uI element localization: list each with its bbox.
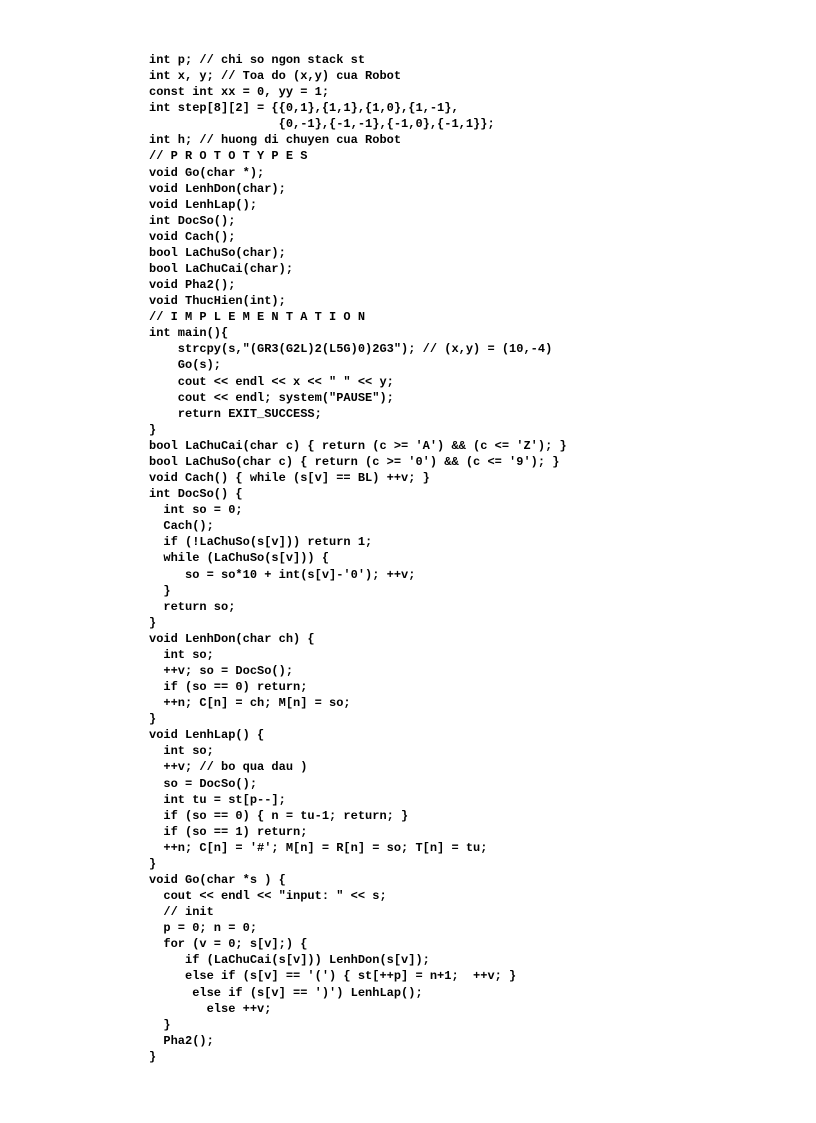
code-line: }	[149, 856, 157, 871]
code-line: cout << endl << x << " " << y;	[149, 374, 394, 389]
code-line: int DocSo() {	[149, 487, 243, 502]
code-line: {0,-1},{-1,-1},{-1,0},{-1,1}};	[149, 117, 495, 132]
code-line: ++v; so = DocSo();	[149, 663, 294, 678]
code-line: void Go(char *);	[149, 165, 265, 180]
code-line: else ++v;	[149, 1001, 272, 1016]
code-line: bool LaChuCai(char c) { return (c >= 'A') && (c <= 'Z'); }	[149, 438, 567, 453]
code-line: while (LaChuSo(s[v])) {	[149, 551, 330, 566]
code-line: bool LaChuCai(char);	[149, 262, 294, 277]
code-line: int DocSo();	[149, 213, 236, 228]
code-line: cout << endl; system("PAUSE");	[149, 390, 394, 405]
code-line: if (so == 0) { n = tu-1; return; }	[149, 808, 409, 823]
code-line: int p; // chi so ngon stack st	[149, 53, 366, 67]
code-listing	[149, 52, 567, 1065]
code-line: else if (s[v] == ')') LenhLap();	[149, 985, 423, 1000]
code-line: so = DocSo();	[149, 776, 258, 791]
code-line: if (LaChuCai(s[v])) LenhDon(s[v]);	[149, 953, 430, 968]
code-line: Pha2();	[149, 1033, 214, 1048]
code-line: void Cach() { while (s[v] == BL) ++v; }	[149, 471, 430, 486]
code-line: }	[149, 1049, 157, 1064]
code-line: int x, y; // Toa do (x,y) cua Robot	[149, 69, 402, 84]
code-line: so = so*10 + int(s[v]-'0'); ++v;	[149, 567, 416, 582]
code-line: void LenhLap() {	[149, 728, 265, 743]
code-line: // I M P L E M E N T A T I O N	[149, 310, 366, 325]
code-line: strcpy(s,"(GR3(G2L)2(L5G)0)2G3"); // (x,y) = (10,-4)	[149, 342, 553, 357]
code-line: int so;	[149, 744, 214, 759]
code-line: else if (s[v] == '(') { st[++p] = n+1; ++v; }	[149, 969, 517, 984]
code-line: for (v = 0; s[v];) {	[149, 937, 308, 952]
code-line: ++n; C[n] = ch; M[n] = so;	[149, 696, 351, 711]
code-line: void Pha2();	[149, 278, 236, 293]
code-line: int main(){	[149, 326, 229, 341]
code-line: void LenhLap();	[149, 197, 258, 212]
code-line: if (so == 0) return;	[149, 680, 308, 695]
code-line: ++v; // bo qua dau )	[149, 760, 308, 775]
code-line: void ThucHien(int);	[149, 294, 286, 309]
code-line: return so;	[149, 599, 236, 614]
code-line: // P R O T O T Y P E S	[149, 149, 308, 164]
code-line: int tu = st[p--];	[149, 792, 286, 807]
code-line: }	[149, 712, 157, 727]
code-line: int so = 0;	[149, 503, 243, 518]
code-line: Go(s);	[149, 358, 222, 373]
code-line: int step[8][2] = {{0,1},{1,1},{1,0},{1,-1},	[149, 101, 459, 116]
code-line: const int xx = 0, yy = 1;	[149, 85, 330, 100]
code-line: bool LaChuSo(char c) { return (c >= '0') && (c <= '9'); }	[149, 454, 560, 469]
code-line: }	[149, 422, 157, 437]
code-line: return EXIT_SUCCESS;	[149, 406, 322, 421]
code-line: }	[149, 583, 171, 598]
code-line: if (so == 1) return;	[149, 824, 308, 839]
code-line: ++n; C[n] = '#'; M[n] = R[n] = so; T[n] = tu;	[149, 840, 488, 855]
code-line: }	[149, 615, 157, 630]
code-line: void Cach();	[149, 229, 236, 244]
code-line: p = 0; n = 0;	[149, 921, 258, 936]
code-line: void LenhDon(char);	[149, 181, 286, 196]
code-line: // init	[149, 905, 214, 920]
code-line: int h; // huong di chuyen cua Robot	[149, 133, 402, 148]
code-line: cout << endl << "input: " << s;	[149, 889, 387, 904]
code-line: void LenhDon(char ch) {	[149, 631, 315, 646]
code-line: Cach();	[149, 519, 214, 534]
code-line: bool LaChuSo(char);	[149, 245, 286, 260]
code-line: int so;	[149, 647, 214, 662]
code-line: }	[149, 1017, 171, 1032]
code-line: if (!LaChuSo(s[v])) return 1;	[149, 535, 373, 550]
code-line: void Go(char *s ) {	[149, 872, 286, 887]
